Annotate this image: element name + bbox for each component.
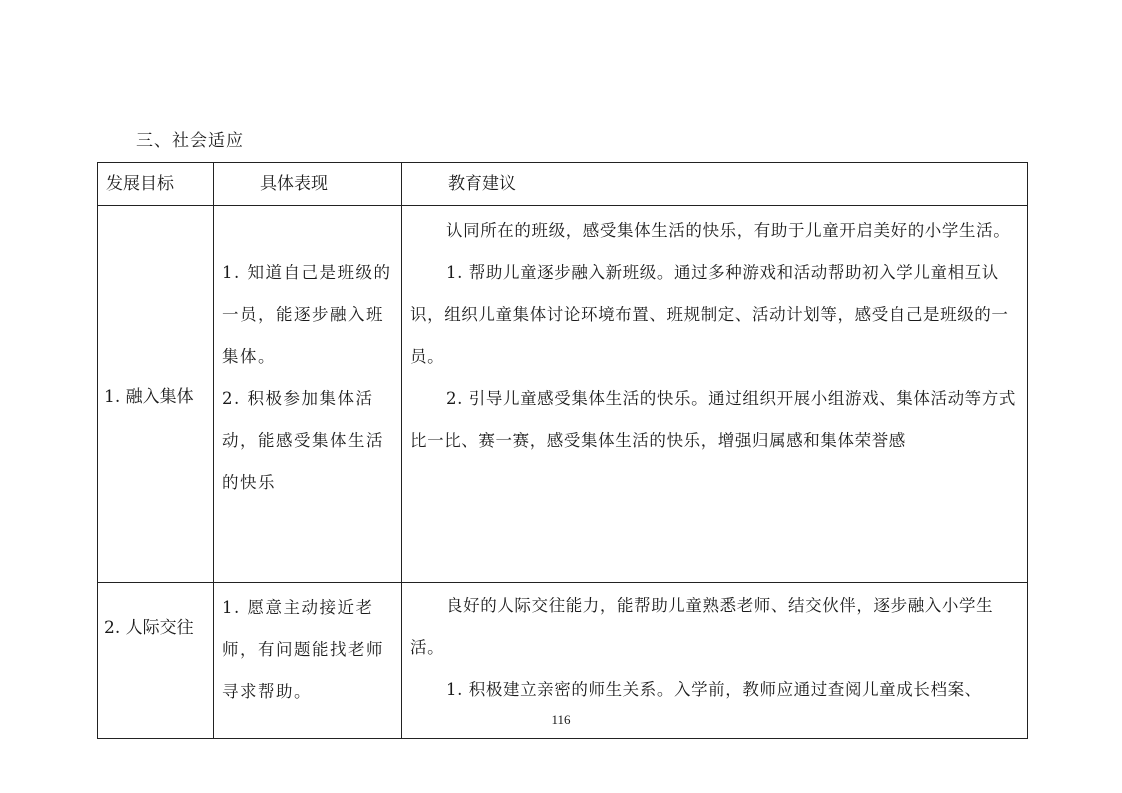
header-advice: 教育建议 (402, 163, 1028, 206)
table-row (98, 206, 1028, 583)
performance-item: 1. 愿意主动接近老师，有问题能找老师寻求帮助。 (222, 598, 384, 701)
performance-cell (214, 206, 402, 583)
goal-cell: 1. 融入集体 (98, 206, 214, 583)
table-header-row (98, 163, 1028, 206)
performance-item: 1. 知道自己是班级的一员，能逐步融入班集体。 (222, 263, 392, 366)
development-table (97, 162, 1028, 739)
page-number: 116 (551, 712, 571, 727)
performance-item: 2. 积极参加集体活动，能感受集体生活的快乐 (222, 389, 384, 492)
advice-paragraph: 1. 帮助儿童逐步融入新班级。通过多种游戏和活动帮助初入学儿童相互认识，组织儿童集体讨论环境布置、班规制定、活动计划等，感受自己是班级的一员。 (410, 263, 1009, 366)
advice-cell (402, 206, 1028, 583)
section-title: 三、社会适应 (136, 131, 244, 151)
advice-paragraph: 认同所在的班级，感受集体生活的快乐，有助于儿童开启美好的小学生活。 (446, 221, 1011, 240)
header-performance: 具体表现 (214, 163, 402, 206)
advice-paragraph: 1. 积极建立亲密的师生关系。入学前，教师应通过查阅儿童成长档案、 (446, 680, 982, 699)
header-goal: 发展目标 (98, 163, 214, 206)
goal-cell: 2. 人际交往 (98, 583, 214, 739)
advice-paragraph: 2. 引导儿童感受集体生活的快乐。通过组织开展小组游戏、集体活动等方式比一比、赛一赛，感受集体生活的快乐，增强归属感和集体荣誉感 (410, 389, 1016, 450)
advice-paragraph: 良好的人际交往能力，能帮助儿童熟悉老师、结交伙伴，逐步融入小学生活。 (410, 596, 994, 657)
